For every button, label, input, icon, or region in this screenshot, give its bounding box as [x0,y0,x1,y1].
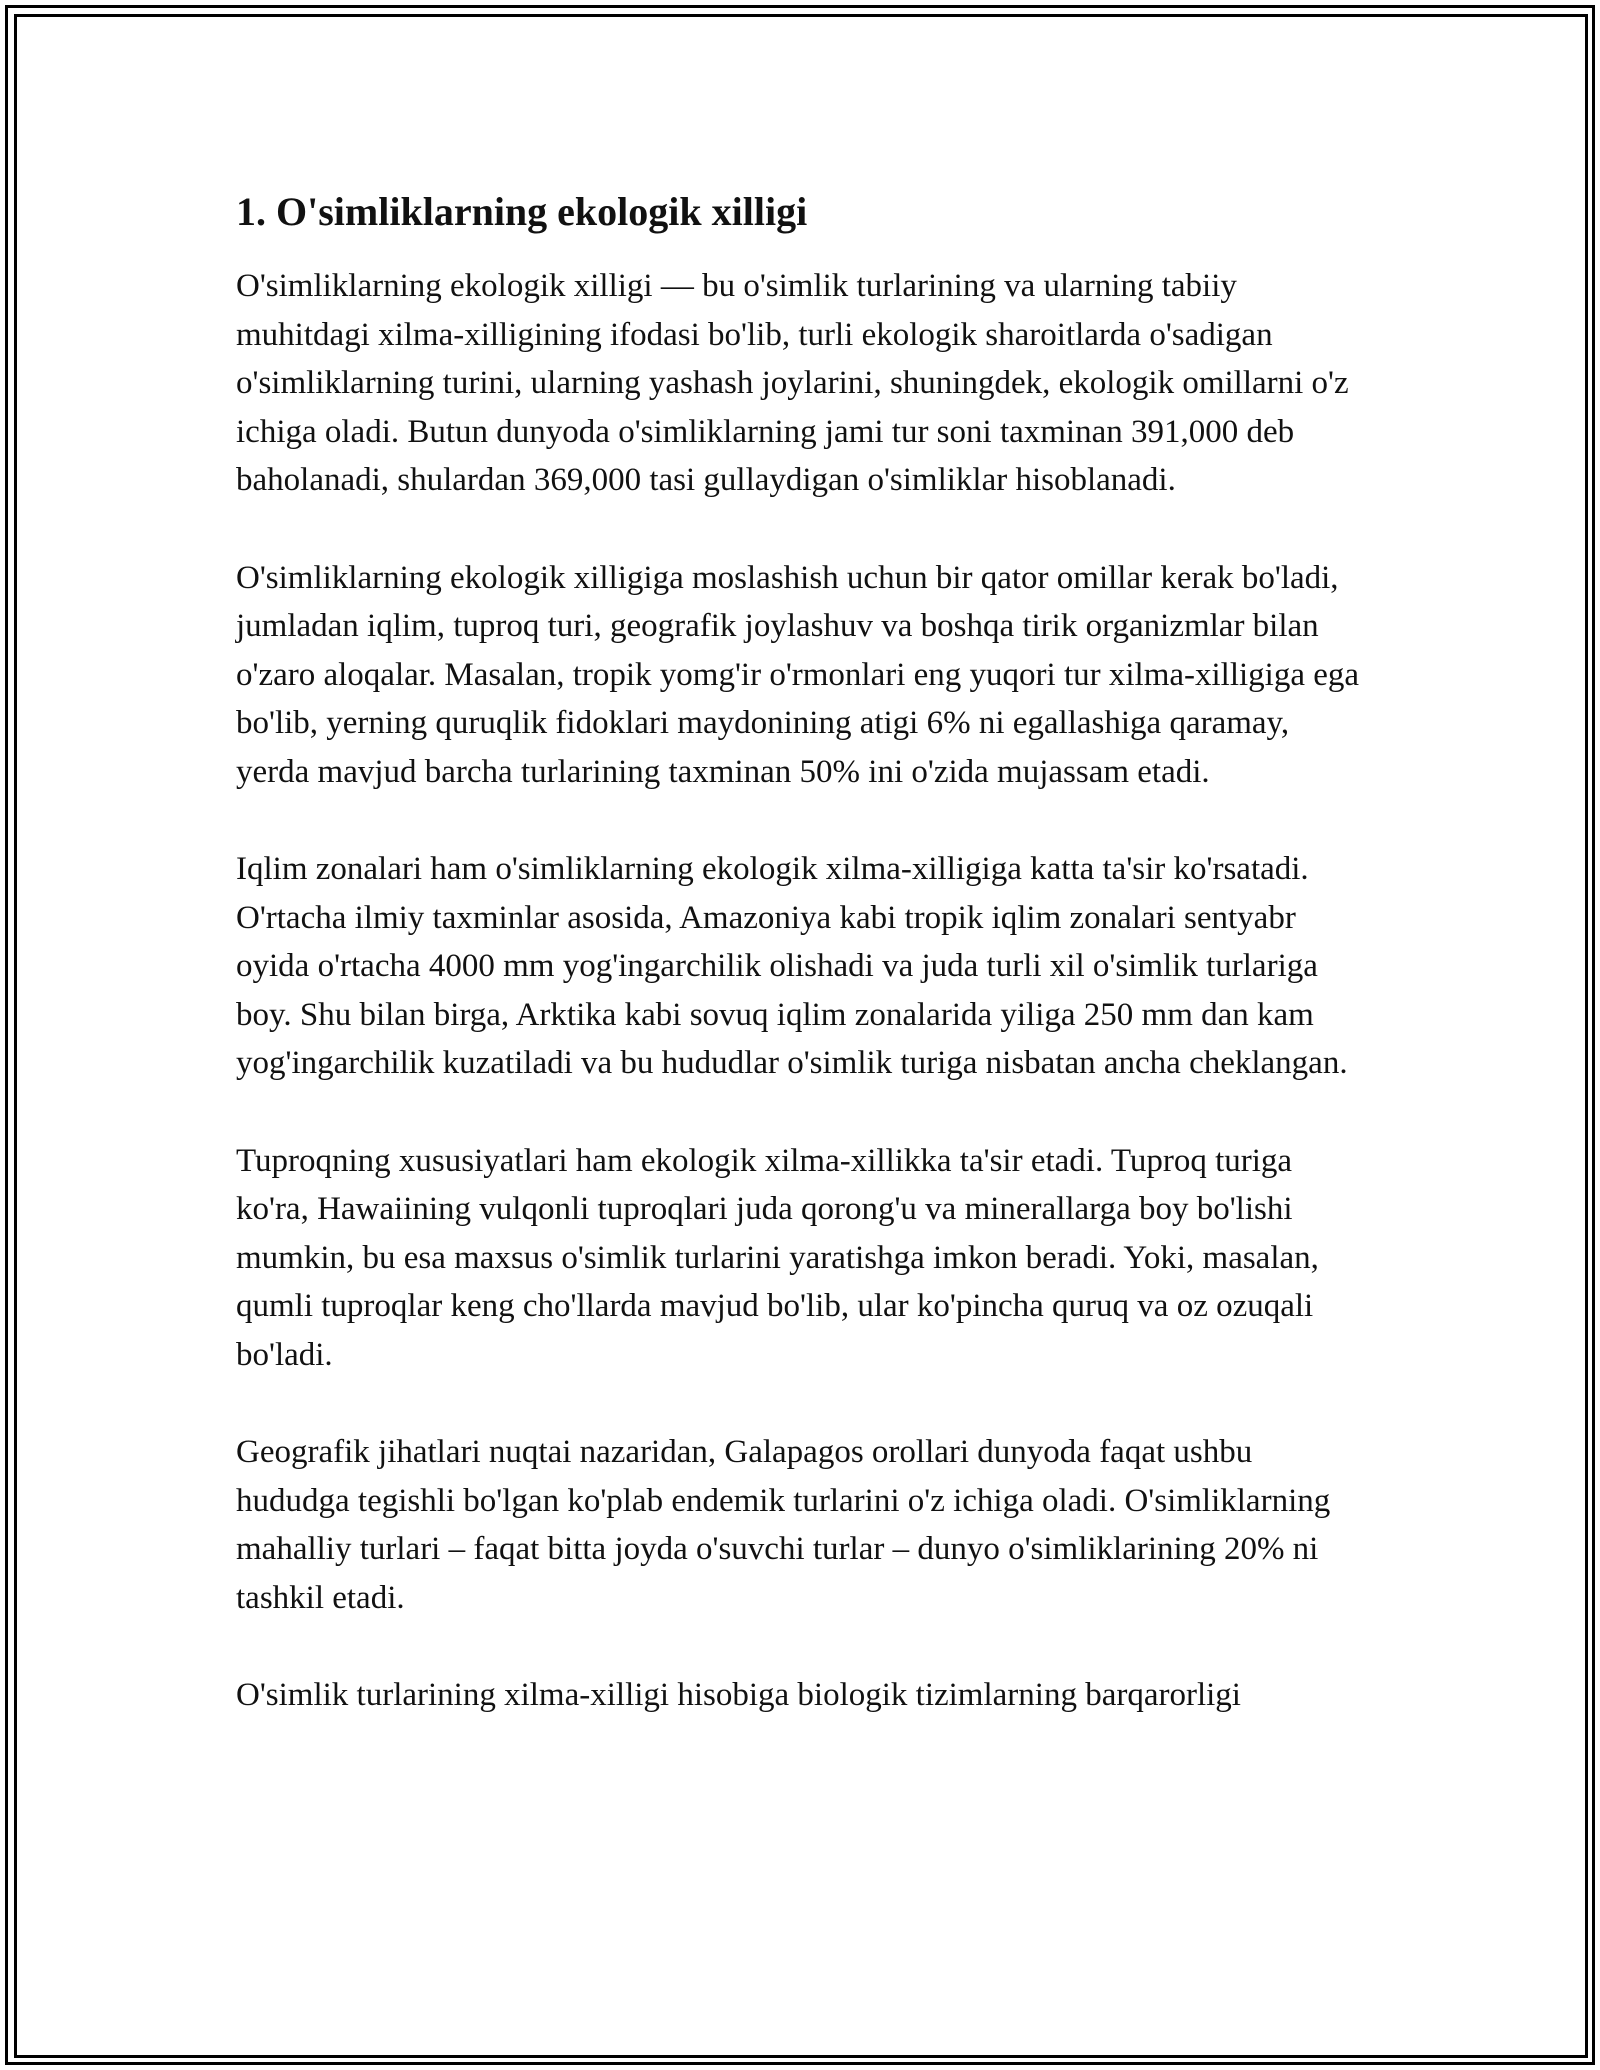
paragraph-5: Geografik jihatlari nuqtai nazaridan, Galapagos orollari dunyoda faqat ushbu hududga tegishli bo'lgan ko'plab endemik turlarini o'z ichiga oladi. O'simliklarning mahalliy turlari – faqat bitta joyda o'suvchi turlar – dunyo o'simliklarining 20% ni tashkil etadi. [236,1434,1331,1616]
paragraph-4: Tuproqning xususiyatlari ham ekologik xilma-xillikka ta'sir etadi. Tuproq turiga ko'ra, Hawaiining vulqonli tuproqlari juda qorong'u va minerallarga boy bo'lishi mumkin, bu esa maxsus o'simlik turlarini yaratishga imkon beradi. Yoki, masalan, qumli tuproqlar keng cho'llarda mavjud bo'lib, ular ko'pincha quruq va oz ozuqali bo'ladi. [236,1142,1319,1373]
section-heading: 1. O'simliklarning ekologik xilligi [236,189,808,234]
paragraph-2: O'simliklarning ekologik xilligiga moslashish uchun bir qator omillar kerak bo'ladi, jumladan iqlim, tuproq turi, geografik joylashuv va boshqa tirik organizmlar bilan o'zaro aloqalar. Masalan, tropik yomg'ir o'rmonlari eng yuqori tur xilma-xilligiga ega bo'lib, yerning quruqlik fidoklari maydonining atigi 6% ni egallashiga qaramay, yerda mavjud barcha turlarining taxminan 50% ini o'zida mujassam etadi. [236,559,1360,790]
paragraph-6: O'simlik turlarining xilma-xilligi hisobiga biologik tizimlarning barqarorligi [236,1677,1241,1713]
paragraph-3: Iqlim zonalari ham o'simliklarning ekologik xilma-xilligiga katta ta'sir ko'rsatadi. O'rtacha ilmiy taxminlar asosida, Amazoniya kabi tropik iqlim zonalari sentyabr oyida o'rtacha 4000 mm yog'ingarchilik olishadi va juda turli xil o'simlik turlariga boy. Shu bilan birga, Arktika kabi sovuq iqlim zonalarida yiliga 250 mm dan kam yog'ingarchilik kuzatiladi va bu hududlar o'simlik turiga nisbatan ancha cheklangan. [236,851,1348,1081]
document-body [236,186,1366,1769]
paragraph-1: O'simliklarning ekologik xilligi — bu o'simlik turlarining va ularning tabiiy muhitdagi xilma-xilligining ifodasi bo'lib, turli ekologik sharoitlarda o'sadigan o'simliklarning turini, ularning yashash joylarini, shuningdek, ekologik omillarni o'z ichiga oladi. Butun dunyoda o'simliklarning jami tur soni taxminan 391,000 deb baholanadi, shulardan 369,000 tasi gullaydigan o'simliklar hisoblanadi. [236,268,1349,498]
